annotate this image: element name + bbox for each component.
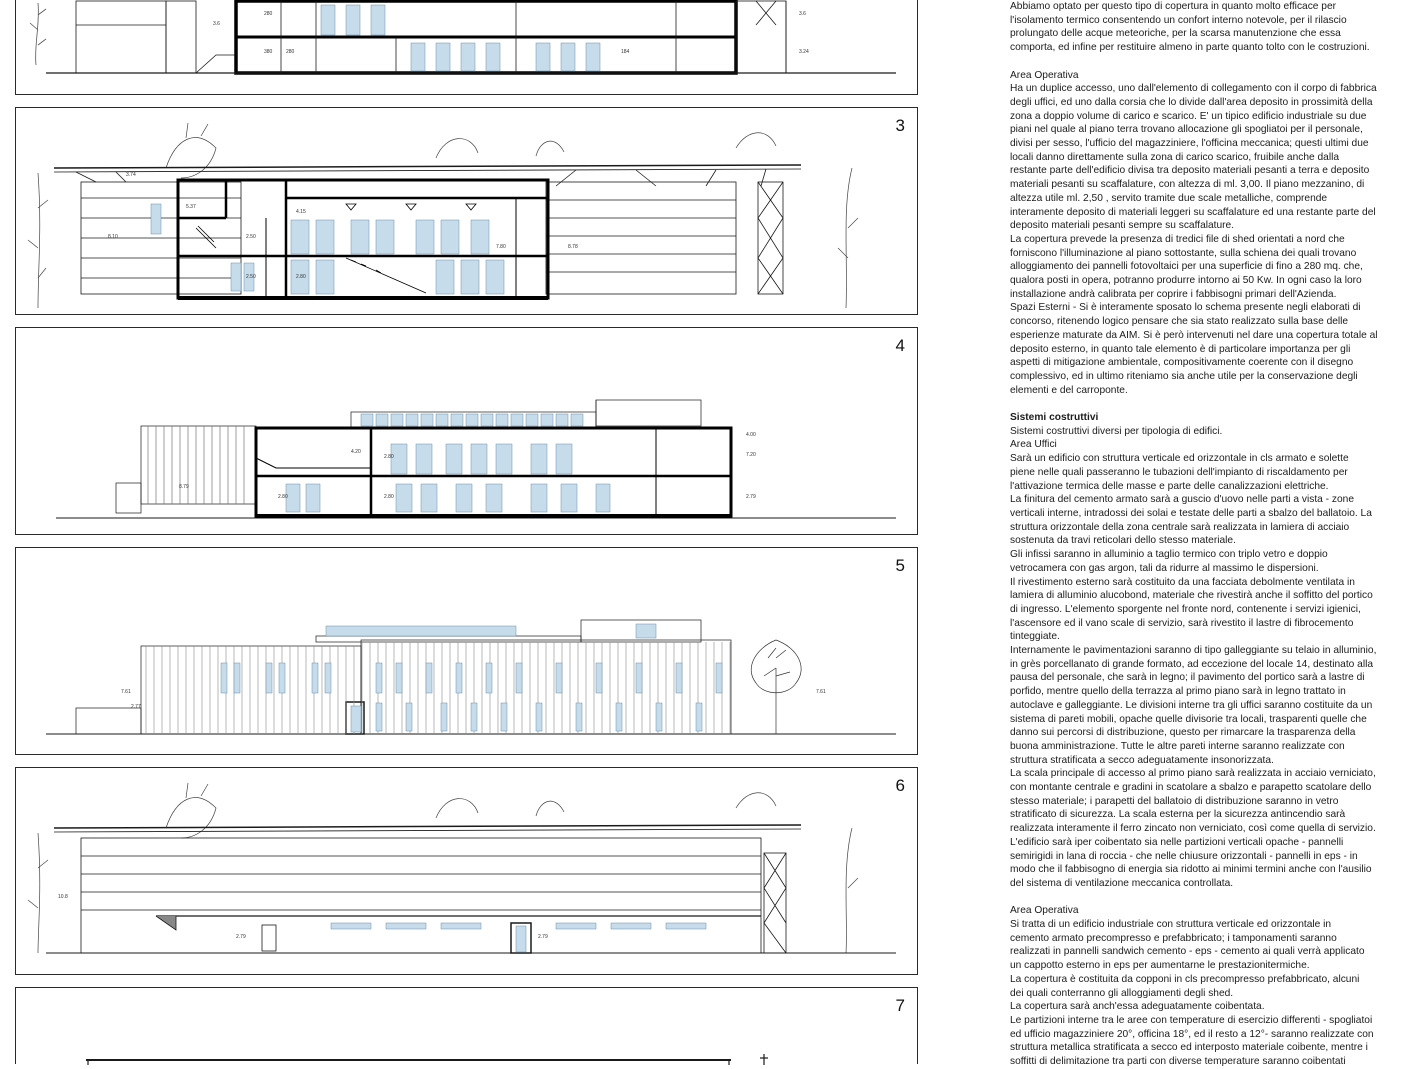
dim-label: 2.80 bbox=[384, 494, 394, 500]
section-drawing-3 bbox=[15, 107, 918, 315]
panel-number: 7 bbox=[895, 996, 905, 1015]
sistemi-costruttivi-subtitle: Sistemi costruttivi diversi per tipologia di edifici. bbox=[1010, 425, 1223, 437]
drawing-canvas bbox=[16, 0, 919, 96]
dim-label: 184 bbox=[621, 49, 630, 55]
dim-label: 2.80 bbox=[296, 274, 306, 280]
panel-number: 4 bbox=[895, 336, 905, 355]
dim-label: 380 bbox=[264, 49, 273, 55]
dim-label: 2.79 bbox=[236, 934, 246, 940]
area-operativa-2-paragraph: Si tratta di un edificio industriale con struttura verticale ed orizzontale in cemento armato precompresso e prefabbricato; i tamponamenti saranno realizzati in pannelli sandwich cemento - eps - cemento ai quali verrà applicato un cappotto esterno in eps per aumentarne le prestazionitermiche. La copertura è costituita da copponi in cls precompresso prefabbricato, alcuni dei quali conterranno gli alloggiamenti degli shed. La copertura sarà anch'essa adeguatamente coibentata. Le partizioni interne tra le aree con temperature di esercizio differenti - spogliatoi ed ufficio magazziniere 20°, officina 18°, ed il resto a 12°- saranno realizzate con struttura metallica stratificata a secco ed interposto materiale coibente, mentre i soffitti di delimitazione tra parti con diverse temperature saranno coibentati bbox=[1010, 919, 1374, 1068]
dim-label: 2.80 bbox=[278, 494, 288, 500]
area-operativa-paragraph: Ha un duplice accesso, uno dall'elemento di collegamento con il corpo di fabbrica degli uffici, ed uno dalla corsia che lo divide dall'area deposito in prossimità della zona a doppio volume di carico e scarico. E' un tipico edificio industriale su due piani nel quale al piano terra trovano allocazione gli spogliatoi per il personale, divisi per sesso, l'ufficio del magazziniere, l'officina meccanica; questi ultimi due locali danno direttamente sulla zona di carico scarico, fruibile anche dalla restante parte dell'edificio divisa tra deposito materiali pesanti a terra e deposito materiali pesanti su scaffalature, con altezza di ml. 3,00. Il piano mezzanino, di altezza utile ml. 2,50 , servito tramite due scale metalliche, comprende interamente deposito di materiali leggeri su scaffalature ed una restante parte del deposito materiali pesanti sempre su scaffalature. La copertura prevede la presenza di tredici file di shed orientati a nord che forniscono l'illuminazione al piano sottostante, sulla schiena dei quali trovano alloggiamento dei pannelli fotovoltaici per una superficie di fino a 280 mq. che, qualora posti in opera, potranno produrre intorno ai 50 Kw. In ogni caso la loro installazione andrà calibrata per coprire i fabbisogni primari dell'Azienda. Spazi Esterni - Si è interamente sposato lo schema presente negli elaborati di concorso, ritenendo logico pensare che sia stato realizzato sulla base delle esperienze maturate da AIM. Si è però intervenuti nel dare una copertura totale al deposito esterno, in quanto tale elemento è di particolare importanza per gli aspetti di mitigazione ambientale, compositivamente coerente con il disegno complessivo, ed in ultimo riteniamo sia anche utile per la conservazione degli elementi e del carroponte. bbox=[1010, 83, 1378, 396]
dim-label: 4.15 bbox=[296, 209, 306, 215]
dim-label: 8.10 bbox=[108, 234, 118, 240]
dim-label: 8.78 bbox=[568, 244, 578, 250]
description-text-column bbox=[1010, 0, 1390, 1069]
dim-label: 4.00 bbox=[746, 432, 756, 438]
dim-label: 4.20 bbox=[351, 449, 361, 455]
sistemi-costruttivi-heading: Sistemi costruttivi bbox=[1010, 412, 1099, 424]
section-drawing-7 bbox=[15, 987, 918, 1064]
section-drawing-6 bbox=[15, 767, 918, 975]
dim-label: 10.8 bbox=[58, 894, 68, 900]
dim-label: 2.50 bbox=[246, 274, 256, 280]
dim-label: 280 bbox=[264, 11, 273, 17]
drawing-canvas bbox=[16, 548, 919, 756]
dim-label: 8.79 bbox=[179, 484, 189, 490]
dim-label: 7.61 bbox=[121, 689, 131, 695]
dim-label: 280 bbox=[286, 49, 295, 55]
drawing-canvas bbox=[16, 108, 919, 316]
dim-label: 3.24 bbox=[799, 49, 809, 55]
paragraph-intro: Abbiamo optato per questo tipo di copertura in quanto molto efficace per l'isolamento termico consentendo un confort interno notevole, per il rilascio prolungato delle acque meteoriche, per la scarsa manutenzione che essa comporta, ed infine per restituire almeno in parte quanto tolto con le costruzioni. bbox=[1010, 1, 1370, 54]
dim-label: 5.37 bbox=[186, 204, 196, 210]
section-drawing-5 bbox=[15, 547, 918, 755]
area-operativa-heading: Area Operativa bbox=[1010, 69, 1079, 81]
dim-label: 2.80 bbox=[384, 454, 394, 460]
drawing-canvas bbox=[16, 328, 919, 536]
dim-label: 2.79 bbox=[746, 494, 756, 500]
dim-label: 2.79 bbox=[538, 934, 548, 940]
section-drawing-2 bbox=[15, 0, 918, 95]
dim-label: 3.6 bbox=[799, 11, 806, 17]
panel-number: 6 bbox=[895, 776, 905, 795]
panel-number: 3 bbox=[895, 116, 905, 135]
dim-label: 2.50 bbox=[246, 234, 256, 240]
dim-label: 3.74 bbox=[126, 172, 136, 178]
dim-label: 7.20 bbox=[746, 452, 756, 458]
dim-label: 3.6 bbox=[213, 21, 220, 27]
section-drawing-4 bbox=[15, 327, 918, 535]
dim-label: 7.61 bbox=[816, 689, 826, 695]
drawing-canvas bbox=[16, 768, 919, 976]
area-uffici-paragraph: Sarà un edificio con struttura verticale ed orizzontale in cls armato e solette piene nelle quali passeranno le tubazioni dell'impianto di riscaldamento per l'attivazione termica delle masse e parte delle canalizzazioni elettriche. La finitura del cemento armato sarà a guscio d'uovo nelle parti a vista - zone verticali interne, intradossi dei solai e testate delle parti a sbalzo del ballatoio. La struttura orizzontale della zona centrale sarà realizzata in lamiera di acciaio sostenuta da travi reticolari dello stesso materiale. Gli infissi saranno in alluminio a taglio termico con triplo vetro e doppio vetrocamera con gas argon, tali da ridurre al massimo le dispersioni. Il rivestimento esterno sarà costituito da una facciata debolmente ventilata in lamiera di alluminio alucobond, materiale che rivestirà anche il soffitto del portico di ingresso. L'elemento sporgente nel fronte nord, contenente i servizi igienici, l'ascensore ed il vano scale di servizio, sarà rivestito il lastre di fibrocemento tinteggiate. Internamente le pavimentazioni saranno di tipo galleggiante su telaio in alluminio, in grès porcellanato di grande formato, ad eccezione del locale 14, destinato alla pausa del personale, che sarà in legno; il pavimento del portico sarà a lastre di porfido, mentre quello della terrazza al primo piano sarà in legno trattato in autoclave e galleggiante. Le divisioni interne tra gli uffici saranno costituite da un sistema di pareti mobili, opache quelle divisorie tra locali, trasparenti quelle che danno sui percorsi di distribuzione, questo per rimarcare la trasparenza della buona amministrazione. Tutte le altre pareti interne saranno realizzate con struttura stratificata a secco adeguatamente insonorizzata. La scala principale di accesso al primo piano sarà realizzata in acciaio verniciato, con montante centrale e gradini in scatolare a sbalzo e parapetto scatolare dello stesso materiale; i parapetti del ballatoio di distribuzione saranno in vetro stratificato di sicurezza. La scala esterna per la sicurezza antincendio sarà realizzata interamente il ferro zincato non verniciato, così come quella di servizio. L'edificio sarà iper coibentato sia nelle partizioni verticali opache - pannelli semirigidi in lana di roccia - che nelle chiusure orizzontali - pannelli in eps - in modo che il fabbisogno di energia sia ridotto ai minimi termini anche con l'ausilio del sistema di ventilazione meccanica controllata. bbox=[1010, 453, 1377, 889]
area-uffici-heading: Area Uffici bbox=[1010, 439, 1057, 451]
cladding-stripes bbox=[146, 642, 730, 734]
panel-number: 5 bbox=[895, 556, 905, 575]
dim-label: 7.80 bbox=[496, 244, 506, 250]
drawing-canvas bbox=[16, 988, 919, 1065]
dim-label: 2.77 bbox=[131, 704, 141, 710]
area-operativa-2-heading: Area Operativa bbox=[1010, 905, 1079, 917]
